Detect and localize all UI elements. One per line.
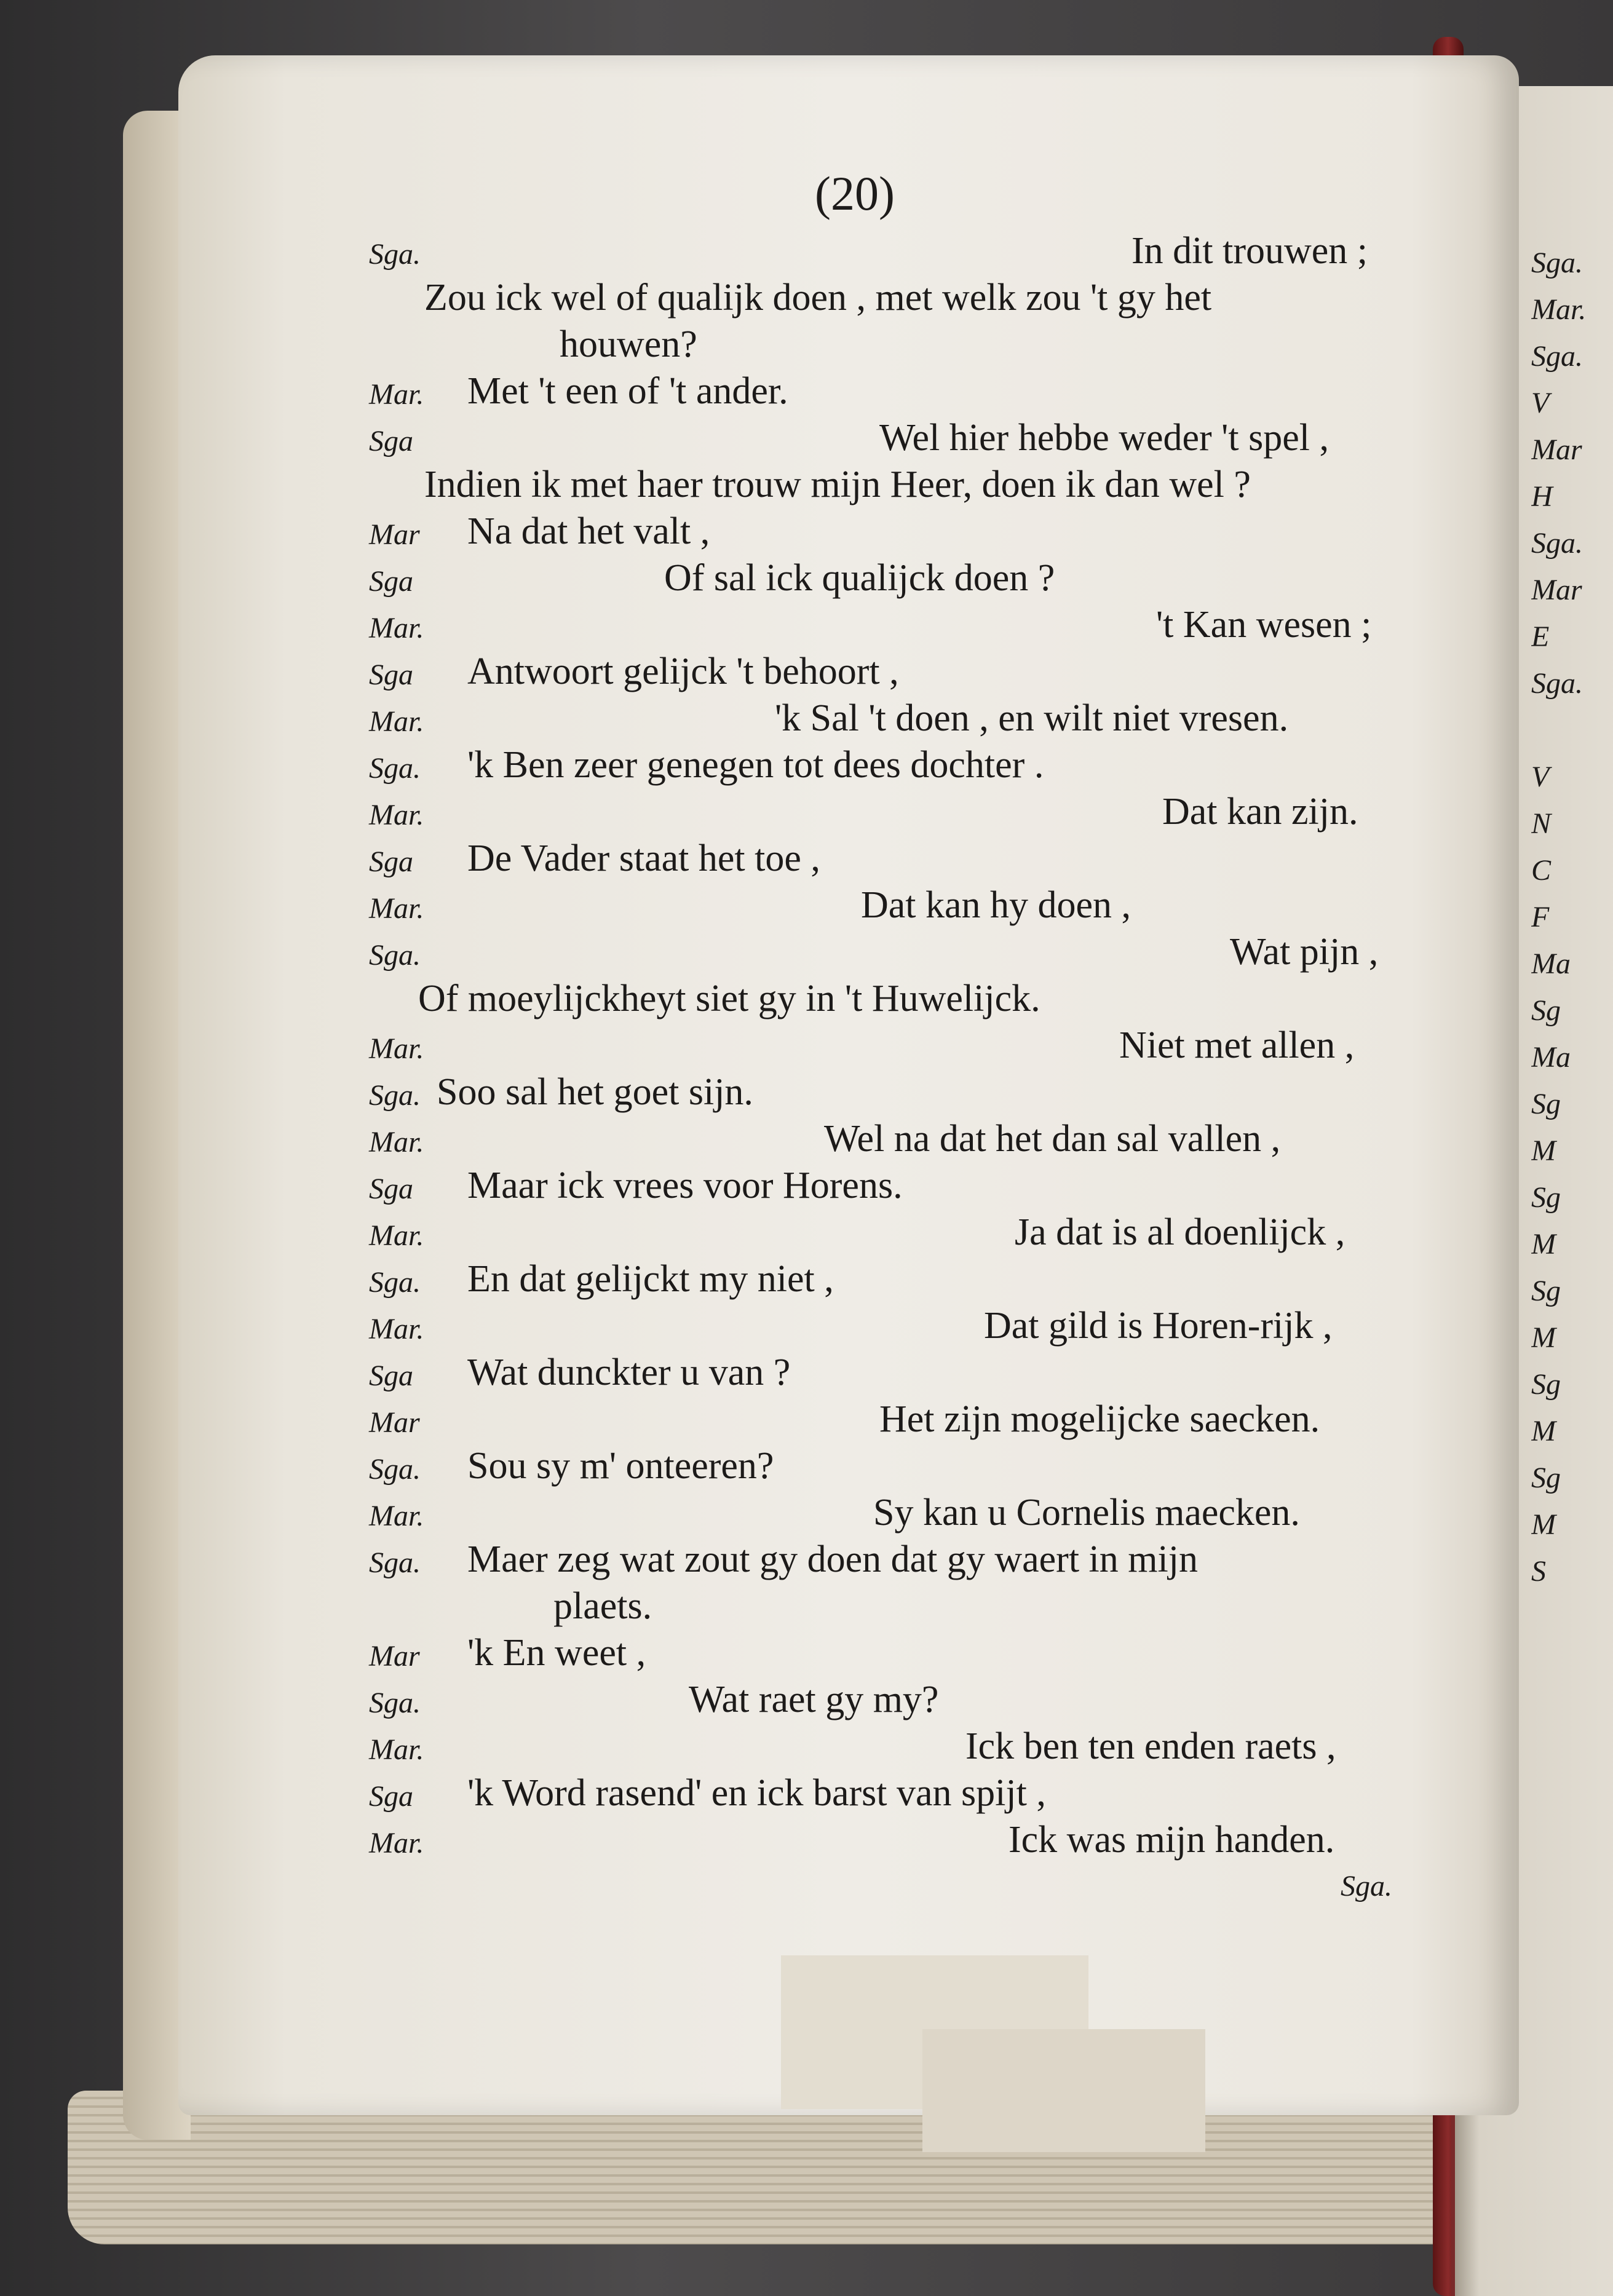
speaker-label: Sga. (369, 752, 421, 785)
facing-page-fragment: M (1531, 1134, 1556, 1167)
speaker-label: Mar. (369, 1827, 424, 1859)
facing-page-fragment: Ma (1531, 1041, 1571, 1074)
verse-line (369, 648, 1427, 695)
verse-line (369, 975, 1427, 1022)
line-text: 't Kan wesen ; (1156, 604, 1372, 646)
verse-line (369, 1209, 1427, 1256)
verse-line (369, 1162, 1427, 1209)
verse-line (369, 321, 1427, 368)
facing-page-fragment: Sg (1531, 1181, 1561, 1214)
line-text: Ick ben ten enden raets , (965, 1725, 1336, 1767)
facing-page-fragment: V (1531, 761, 1550, 793)
line-text: Wat raet gy my? (689, 1679, 939, 1720)
facing-page-fragment: N (1531, 807, 1552, 840)
verse-line (369, 1676, 1427, 1723)
line-text: 'k En weet , (467, 1632, 646, 1674)
speaker-label: Sga. (369, 1546, 421, 1579)
line-text: Na dat het valt , (467, 510, 710, 552)
verse-line (369, 1583, 1427, 1629)
verse-line (369, 928, 1427, 975)
speaker-label: Mar. (369, 1219, 424, 1252)
speaker-label: Mar. (369, 1032, 424, 1065)
verse-line (369, 555, 1427, 601)
verse-line (369, 788, 1427, 835)
line-text: Dat kan hy doen , (861, 884, 1131, 926)
verse-line (369, 1816, 1427, 1863)
line-text: Wat pijn , (1230, 931, 1379, 973)
facing-page-fragment: V (1531, 387, 1550, 419)
speaker-label: Sga (369, 1360, 413, 1392)
speaker-label: Sga (369, 659, 413, 691)
line-text: Dat kan zijn. (1162, 791, 1358, 833)
facing-page-fragment: Sga. (1531, 667, 1583, 700)
line-text: Sy kan u Cornelis maecken. (873, 1492, 1300, 1534)
line-text: houwen? (560, 323, 697, 365)
line-text: In dit trouwen ; (1131, 230, 1368, 272)
line-text: 'k Word rasend' en ick barst van spijt , (467, 1772, 1046, 1814)
verse-text (369, 228, 1427, 1863)
speaker-label: Sga. (369, 1266, 421, 1299)
verse-line (369, 1489, 1427, 1536)
verse-line (369, 835, 1427, 882)
speaker-label: Mar. (369, 1126, 424, 1158)
verse-line (369, 695, 1427, 742)
verse-line (369, 461, 1427, 508)
line-text: 'k Sal 't doen , en wilt niet vresen. (775, 697, 1289, 739)
facing-page-fragment: F (1531, 901, 1550, 933)
facing-page-fragment: Sg (1531, 994, 1561, 1027)
facing-page-fragment: Sg (1531, 1275, 1561, 1307)
speaker-label: Mar. (369, 1313, 424, 1345)
line-text: De Vader staat het toe , (467, 837, 820, 879)
line-text: Ick was mijn handen. (1009, 1819, 1335, 1861)
speaker-label: Sga. (369, 238, 421, 271)
facing-page-fragment: Sga. (1531, 527, 1583, 560)
speaker-label: Mar. (369, 705, 424, 738)
line-text: Maer zeg wat zout gy doen dat gy waert in mijn (467, 1538, 1198, 1580)
facing-page-fragment: Ma (1531, 948, 1571, 980)
verse-line (369, 1723, 1427, 1770)
speaker-label: Sga (369, 425, 413, 457)
verse-line (369, 1349, 1427, 1396)
verse-line (369, 508, 1427, 555)
line-text: Wat dunckter u van ? (467, 1352, 791, 1393)
facing-page-fragment: E (1531, 620, 1550, 653)
verse-line (369, 882, 1427, 928)
line-text: Ja dat is al doenlijck , (1015, 1211, 1345, 1253)
facing-page-fragment: Sg (1531, 1462, 1561, 1494)
verse-line (369, 1022, 1427, 1069)
verse-line (369, 1115, 1427, 1162)
page-number: (20) (815, 167, 895, 220)
facing-page-fragment: Sg (1531, 1088, 1561, 1120)
speaker-label: Mar (369, 1406, 420, 1439)
facing-page-fragment: M (1531, 1321, 1556, 1354)
line-text: Indien ik met haer trouw mijn Heer, doen ik dan wel ? (424, 464, 1251, 505)
line-text: Of moeylijckheyt siet gy in 't Huwelijck. (418, 978, 1040, 1019)
verse-line (369, 1536, 1427, 1583)
verse-line (369, 368, 1427, 414)
line-text: plaets. (553, 1585, 652, 1627)
facing-page-speakers (1531, 240, 1613, 1595)
verse-line (369, 1069, 1427, 1115)
facing-page-fragment: Mar (1531, 574, 1582, 606)
line-text: Sou sy m' onteeren? (467, 1445, 774, 1487)
line-text: Wel na dat het dan sal vallen , (824, 1118, 1281, 1160)
line-text: Het zijn mogelijcke saecken. (879, 1398, 1320, 1440)
speaker-label: Sga. (369, 1687, 421, 1719)
speaker-label: Mar (369, 1640, 420, 1673)
speaker-label: Mar. (369, 1500, 424, 1532)
speaker-label: Mar. (369, 799, 424, 831)
line-text: 'k Ben zeer genegen tot dees dochter . (467, 744, 1044, 786)
facing-page-fragment: M (1531, 1508, 1556, 1541)
catchword: Sga. (1341, 1870, 1392, 1902)
facing-page-fragment: Mar (1531, 433, 1582, 466)
speaker-label: Mar. (369, 1733, 424, 1766)
line-text: Dat gild is Horen-rijk , (984, 1305, 1333, 1347)
line-text: Wel hier hebbe weder 't spel , (879, 417, 1329, 459)
facing-page-fragment: M (1531, 1228, 1556, 1261)
speaker-label: Sga (369, 1780, 413, 1813)
facing-page-fragment: Sga. (1531, 340, 1583, 373)
speaker-label: Sga. (369, 939, 421, 972)
speaker-label: Mar (369, 518, 420, 551)
speaker-label: Sga. (369, 1453, 421, 1486)
speaker-label: Sga (369, 565, 413, 598)
verse-line (369, 1302, 1427, 1349)
line-text: Met 't een of 't ander. (467, 370, 788, 412)
verse-line (369, 1256, 1427, 1302)
verse-line (369, 742, 1427, 788)
line-text: Soo sal het goet sijn. (437, 1071, 753, 1113)
verse-line (369, 414, 1427, 461)
speaker-label: Mar. (369, 612, 424, 644)
line-text: Zou ick wel of qualijk doen , met welk zou 't gy het (424, 277, 1212, 319)
verse-line (369, 1770, 1427, 1816)
verse-line (369, 228, 1427, 274)
speaker-label: Sga. (369, 1079, 421, 1112)
speaker-label: Sga (369, 1173, 413, 1205)
line-text: Maar ick vrees voor Horens. (467, 1165, 903, 1206)
facing-page-fragment: C (1531, 854, 1552, 887)
verse-line (369, 601, 1427, 648)
speaker-label: Sga (369, 845, 413, 878)
verse-line (369, 274, 1427, 321)
verse-line (369, 1396, 1427, 1443)
facing-page-fragment: Sg (1531, 1368, 1561, 1401)
facing-page-fragment: M (1531, 1415, 1556, 1447)
line-text: Antwoort gelijck 't behoort , (467, 651, 899, 692)
verse-line (369, 1629, 1427, 1676)
facing-page-fragment: H (1531, 480, 1553, 513)
facing-page-fragment: Sga. (1531, 247, 1583, 279)
page-patch (922, 2029, 1205, 2152)
line-text: Of sal ick qualijck doen ? (664, 557, 1055, 599)
line-text: En dat gelijckt my niet , (467, 1258, 834, 1300)
facing-page-fragment: Mar. (1531, 293, 1587, 326)
facing-page-fragment: S (1531, 1555, 1546, 1588)
line-text: Niet met allen , (1119, 1024, 1355, 1066)
verse-line (369, 1443, 1427, 1489)
facing-page-fragment (1531, 707, 1613, 754)
speaker-label: Mar. (369, 378, 424, 411)
speaker-label: Mar. (369, 892, 424, 925)
